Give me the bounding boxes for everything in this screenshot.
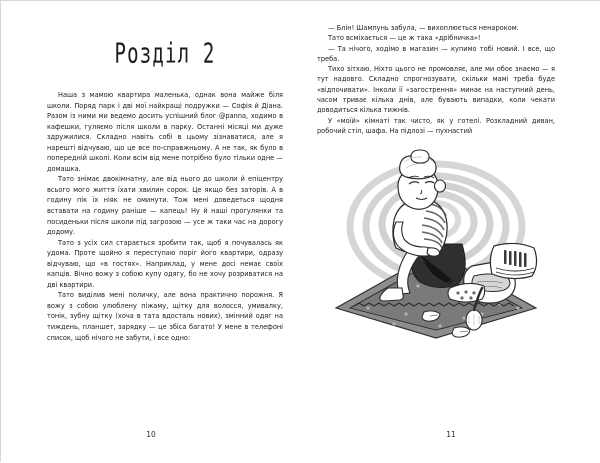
- chapter-title: Розділ 2: [114, 38, 216, 70]
- paragraph: — Та нічого, ходімо в магазин — купимо тобі новий. І все, що треба.: [317, 44, 555, 63]
- page-number-right: 11: [446, 430, 456, 439]
- paragraph: Тато знімає двокімнатну, але від нього до школи й епіцентру всього мого життя їхати хвилин сорок. Це якщо без заторів. А в годину пік їх ніяк не оминути. Тож мені доведеться щодня вставати на годину раніше — капець! Ну й наші прогулянки та посиденьки після школи під загрозою — усе ж таки час на дорогу додому.: [47, 175, 283, 237]
- paragraph: Тато виділив мені поличку, але вона практично порожня. Я вожу з собою улюблену піжаму, щітку для волосся, умивалку, тонік, зубну щітку (хоча в тата вдосталь нових), змінний одяг на тиждень, планшет, зарядку — це збіса багато! У мене в телефоні список, щоб нічого не забути, і все одно:: [47, 291, 283, 342]
- paragraph: Тато з усіх сил старається зробити так, щоб я почувалась як удома. Проте щойно я переступаю поріг його квартири, одразу відчуваю, що «в гостях». Наприклад, у мене досі немає своїх капців. Вічно вожу з собою купу одягу, бо не хочу розриватися на дві квартири.: [47, 238, 283, 289]
- paragraph: Тато всміхається — це ж така «дрібничка»!: [328, 34, 481, 43]
- paragraph: У «моїй» кімнаті так чисто, як у готелі. Розкладний диван, робочий стіл, шафа. На підлозі — пухнастий: [317, 116, 555, 135]
- paragraph: Тихо зітхаю. Ніхто цього не промовляє, але ми обоє знаємо — я тут надовго. Складно спрогнозувати, скільки мамі треба буде «відпочивати». Інколи її «загострення» минає на наступний день, часом триває кілька днів, але бувають випадки, коли чекати доводиться кілька тижнів.: [317, 65, 555, 115]
- right-page-body: [317, 23, 555, 136]
- page-number-left: 10: [146, 430, 156, 439]
- paragraph: Наша з мамою квартира маленька, однак вона майже біля школи. Поряд парк і дві мої найкращі подружки — Софія й Діана. Разом із ними ми ведемо досить успішний блог @panna, ходимо в кафешки, гуляємо після школи в парку. Останні місяці ми дуже здружилися. Складно навіть собі в цьому зізнаватися, але я нарешті відчуваю, що це все по-справжньому. А не так, як було в попередній школі. Коли всім від мене потрібно було тільки одне — домашка.: [47, 91, 283, 173]
- illustration-container: [317, 148, 555, 344]
- girl-sitting-on-rug-with-backpack-illustration: [322, 148, 550, 344]
- left-page-body: [47, 90, 283, 343]
- right-page: [301, 1, 600, 463]
- paragraph: — Блін! Шампунь забула, — вихоплюється ненароком.: [328, 24, 519, 32]
- left-page: [1, 1, 301, 463]
- notebook: [490, 244, 536, 279]
